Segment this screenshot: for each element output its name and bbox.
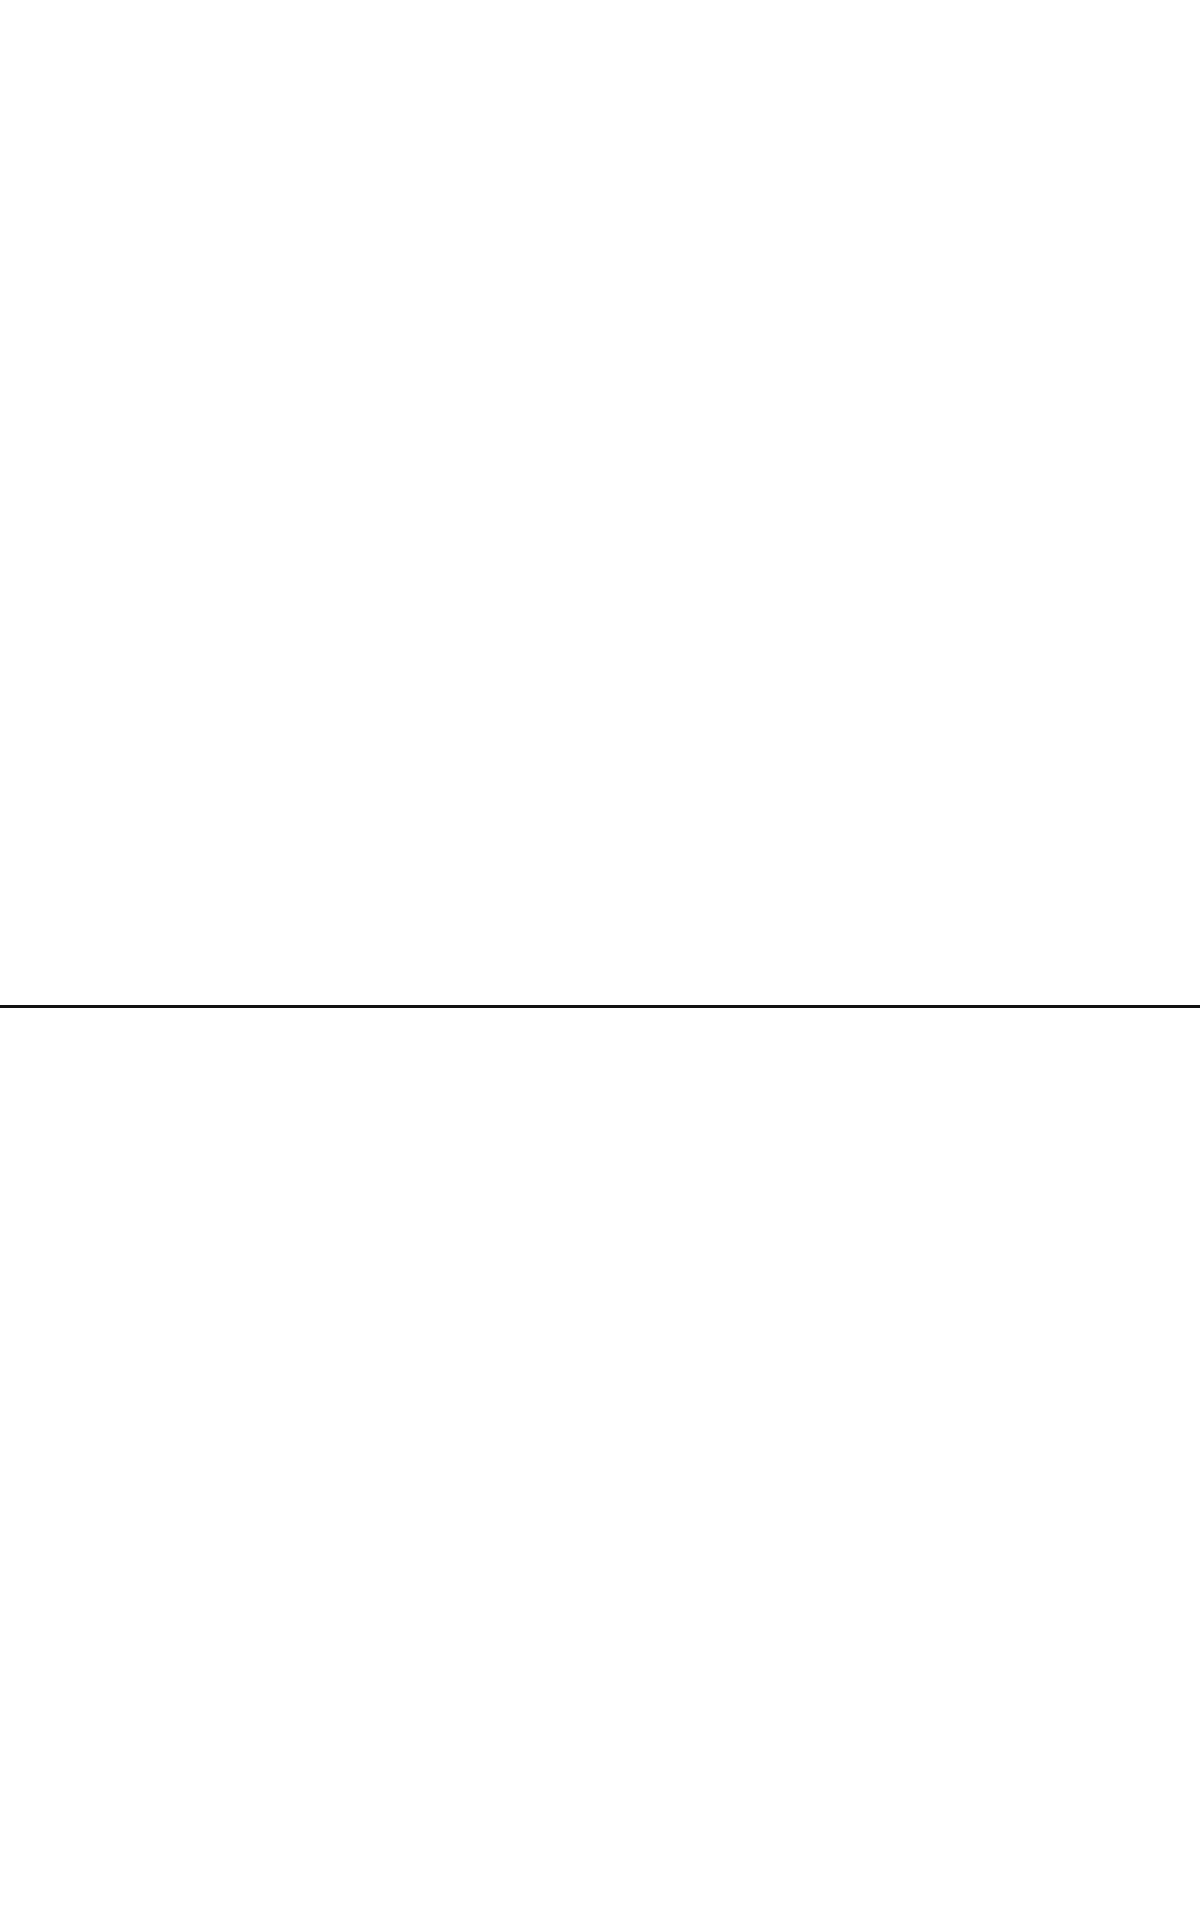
page-divider: [0, 1005, 1200, 1008]
